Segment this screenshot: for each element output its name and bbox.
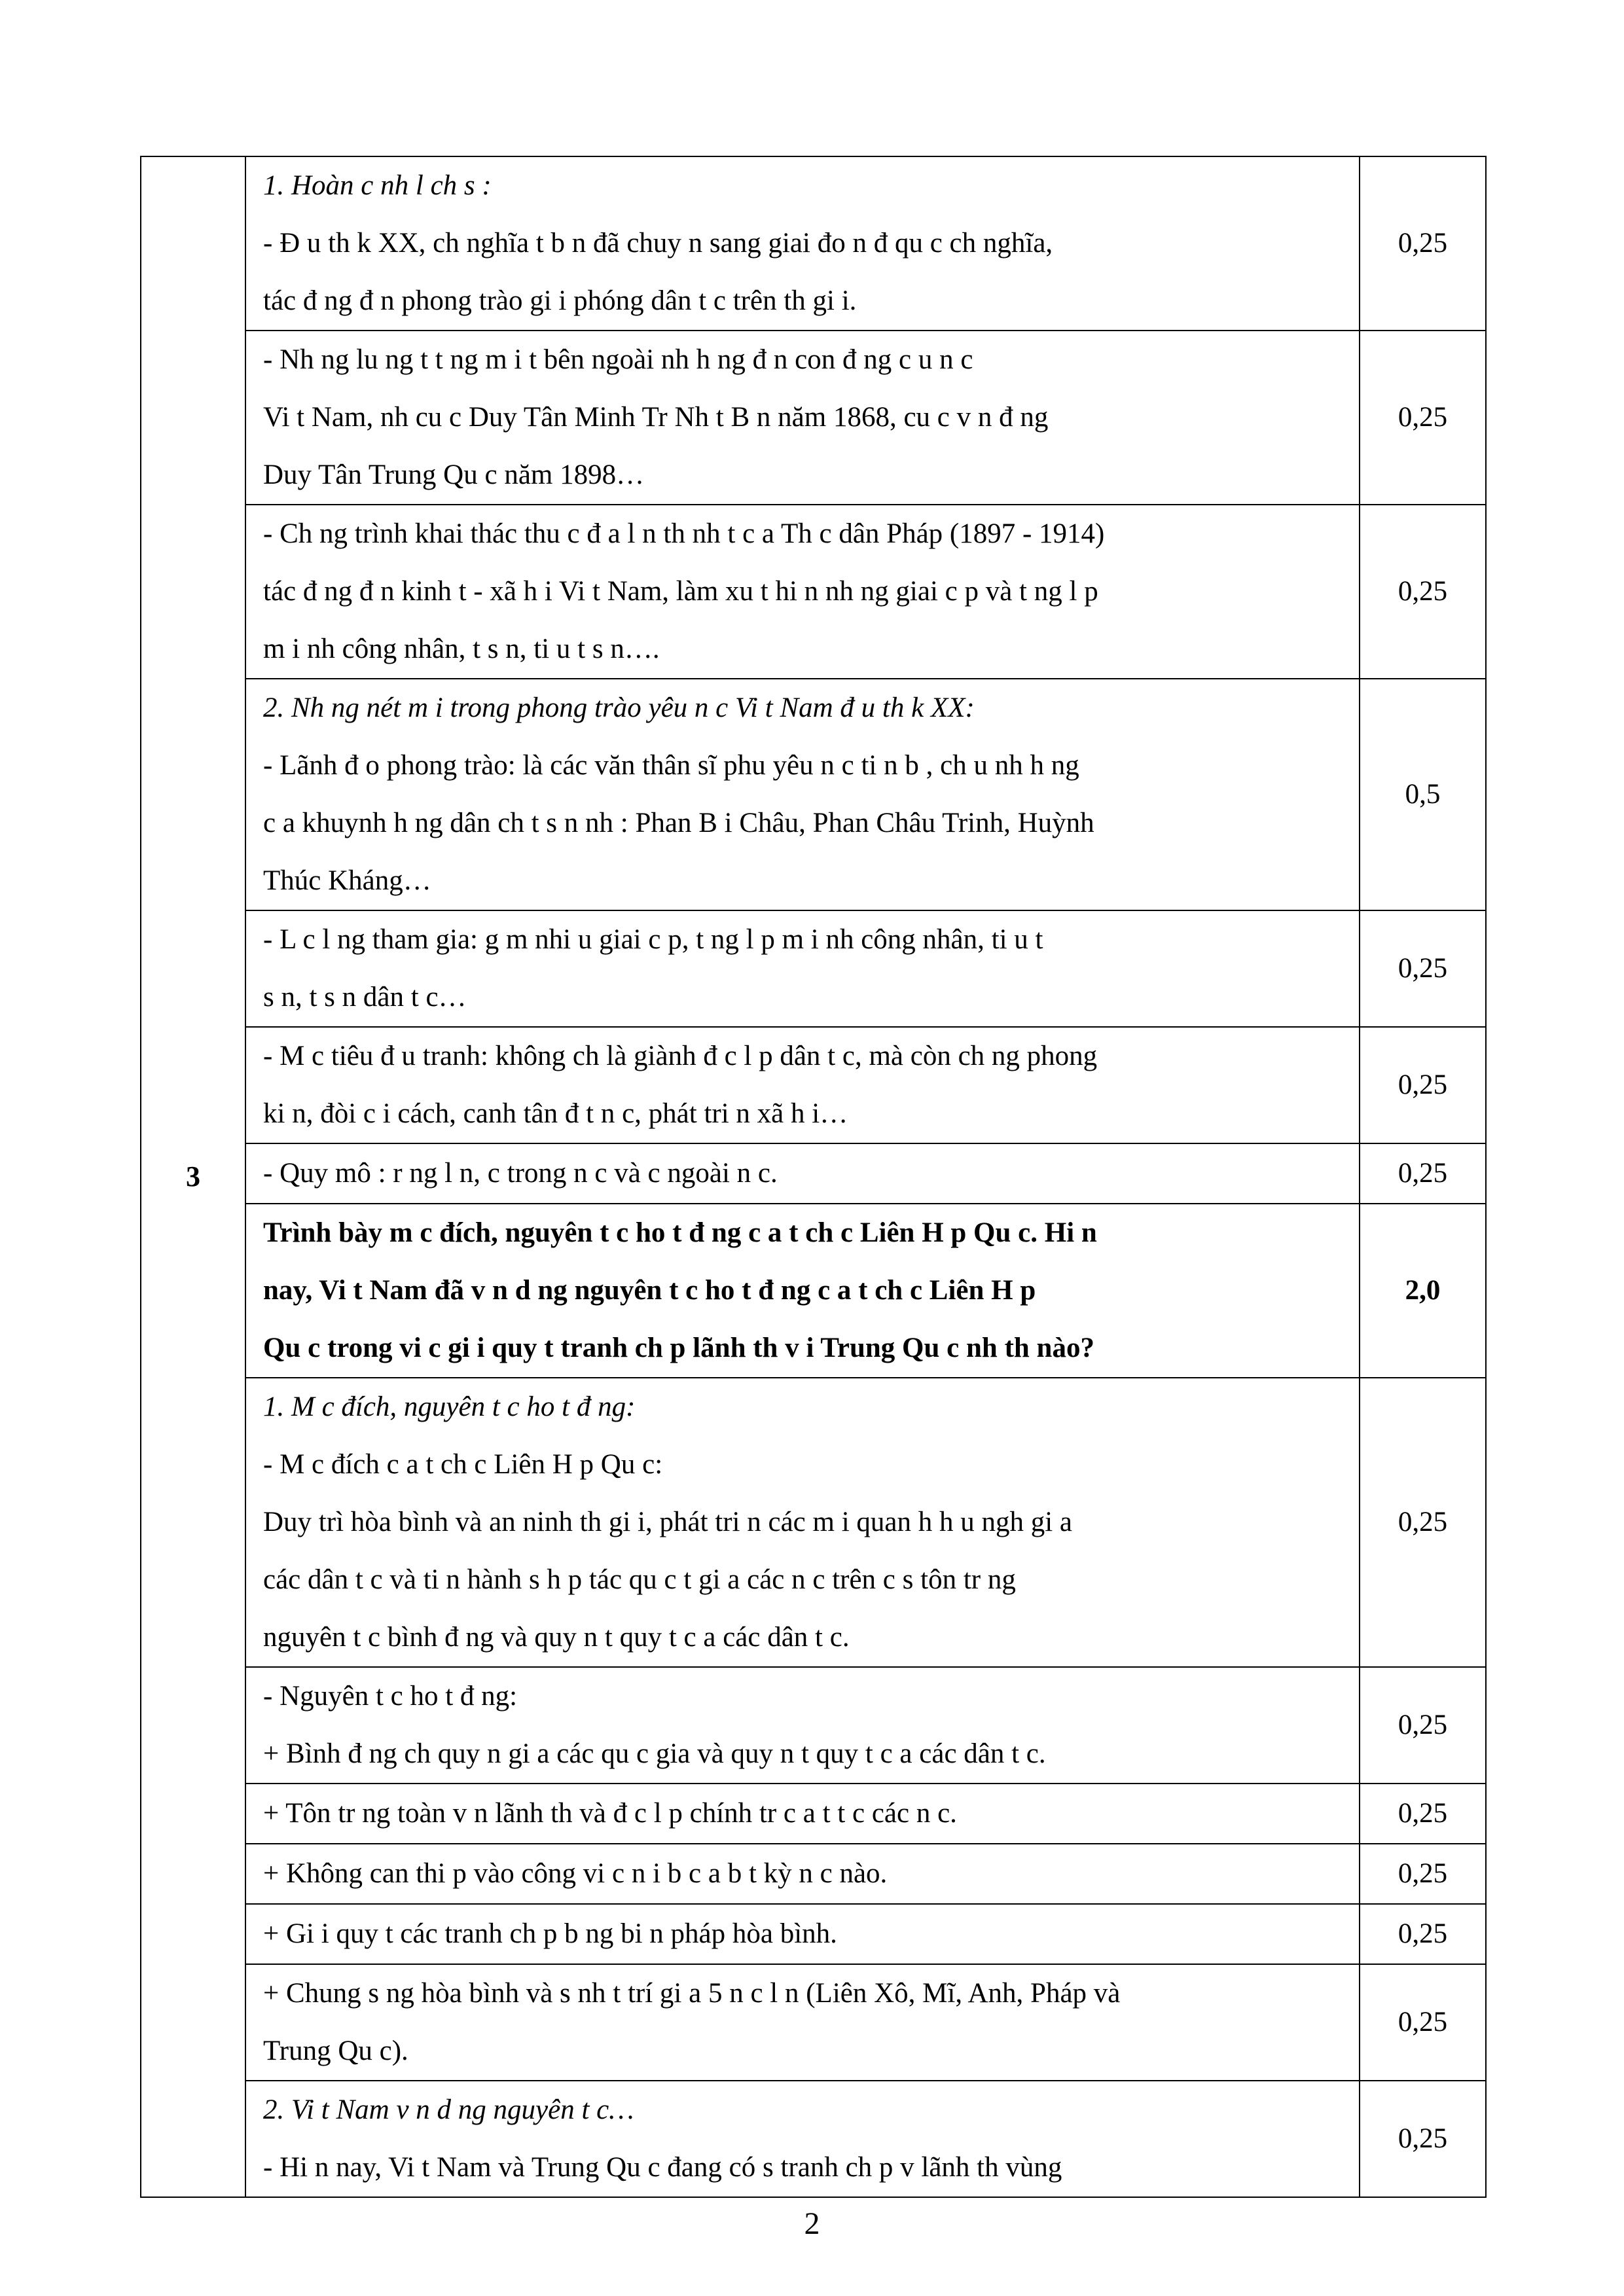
answer-content-cell [245,1844,1360,1904]
answer-line: tác đ ng đ n phong trào gi i phóng dân t c trên th gi i. [263,285,857,316]
table-row [141,2081,1486,2197]
score-cell: 0,25 [1360,1027,1486,1143]
answer-line: tác đ ng đ n kinh t - xã h i Vi t Nam, làm xu t hi n nh ng giai c p và t ng l p [263,576,1098,607]
answer-line: Trình bày m c đích, nguyên t c ho t đ ng c a t ch c Liên H p Qu c. Hi n [263,1217,1097,1248]
score-cell: 0,25 [1360,156,1486,331]
score-cell: 0,25 [1360,505,1486,679]
answer-line: s n, t s n dân t c… [263,982,467,1013]
answer-line: - Nh ng lu ng t t ng m i t bên ngoài nh h ng đ n con đ ng c u n c [263,344,973,375]
answer-line: các dân t c và ti n hành s h p tác qu c t gi a các n c trên c s tôn tr ng [263,1564,1016,1595]
score-cell: 0,25 [1360,1143,1486,1204]
table-row [141,1143,1486,1204]
answer-line: - M c đích c a t ch c Liên H p Qu c: [263,1449,663,1480]
answer-line: Duy trì hòa bình và an ninh th gi i, phát tri n các m i quan h h u ngh gi a [263,1507,1073,1537]
answer-line: 2. Vi t Nam v n d ng nguyên t c… [263,2094,634,2125]
table-row [141,1378,1486,1667]
score-cell: 0,25 [1360,1784,1486,1844]
score-cell: 0,25 [1360,1378,1486,1667]
answer-line: + Chung s ng hòa bình và s nh t trí gi a 5 n c l n (Liên Xô, Mĩ, Anh, Pháp và [263,1978,1121,2009]
table-row [141,156,1486,331]
answer-line: - Ch ng trình khai thác thu c đ a l n th nh t c a Th c dân Pháp (1897 - 1914) [263,518,1105,549]
answer-line: - M c tiêu đ u tranh: không ch là giành đ c l p dân t c, mà còn ch ng phong [263,1041,1098,1071]
page-number: 2 [804,2206,820,2241]
table-row [141,1027,1486,1143]
answer-table-body [141,156,1486,2197]
answer-line: + Bình đ ng ch quy n gi a các qu c gia và quy n t quy t c a các dân t c. [263,1738,1046,1769]
score-cell: 0,25 [1360,1844,1486,1904]
answer-content-cell [245,1204,1360,1378]
score-cell: 0,25 [1360,910,1486,1027]
answer-line: m i nh công nhân, t s n, ti u t s n…. [263,634,660,664]
answer-content-cell [245,1027,1360,1143]
answer-line: Duy Tân Trung Qu c năm 1898… [263,459,645,490]
score-cell: 0,25 [1360,1964,1486,2081]
answer-line: Thúc Kháng… [263,865,431,896]
answer-line: nguyên t c bình đ ng và quy n t quy t c a các dân t c. [263,1622,850,1653]
answer-line: + Không can thi p vào công vi c n i b c a b t kỳ n c nào. [263,1858,888,1889]
answer-line: Qu c trong vi c gi i quy t tranh ch p lãnh th v i Trung Qu c nh th nào? [263,1333,1094,1363]
score-cell: 0,5 [1360,679,1486,910]
answer-line: + Tôn tr ng toàn v n lãnh th và đ c l p chính tr c a t t c các n c. [263,1798,957,1829]
answer-content-cell [245,1667,1360,1784]
answer-content-cell [245,1904,1360,1964]
answer-content-cell [245,1964,1360,2081]
answer-content-cell [245,156,1360,331]
answer-content-cell [245,1378,1360,1667]
answer-line: ki n, đòi c i cách, canh tân đ t n c, phát tri n xã h i… [263,1098,848,1129]
table-row [141,331,1486,505]
answer-line: - Quy mô : r ng l n, c trong n c và c ngoài n c. [263,1158,778,1189]
score-cell: 2,0 [1360,1204,1486,1378]
table-row [141,505,1486,679]
score-cell: 0,25 [1360,1667,1486,1784]
answer-content-cell [245,910,1360,1027]
table-row [141,1784,1486,1844]
answer-line: 2. Nh ng nét m i trong phong trào yêu n c Vi t Nam đ u th k XX: [263,692,975,723]
answer-line: 1. Hoàn c nh l ch s : [263,170,492,201]
answer-content-cell [245,2081,1360,2197]
table-row [141,1667,1486,1784]
answer-line: - L c l ng tham gia: g m nhi u giai c p, t ng l p m i nh công nhân, ti u t [263,924,1043,955]
answer-content-cell [245,1784,1360,1844]
answer-line: + Gi i quy t các tranh ch p b ng bi n pháp hòa bình. [263,1918,837,1949]
score-cell: 0,25 [1360,1904,1486,1964]
score-cell: 0,25 [1360,2081,1486,2197]
answer-content-cell [245,679,1360,910]
answer-line: Trung Qu c). [263,2036,408,2066]
answer-table [140,156,1487,2198]
answer-line: Vi t Nam, nh cu c Duy Tân Minh Tr Nh t B n năm 1868, cu c v n đ ng [263,402,1049,433]
answer-content-cell [245,1143,1360,1204]
answer-line: - Đ u th k XX, ch nghĩa t b n đã chuy n sang giai đo n đ qu c ch nghĩa, [263,228,1053,259]
table-row [141,1844,1486,1904]
answer-line: - Lãnh đ o phong trào: là các văn thân sĩ phu yêu n c ti n b , ch u nh h ng [263,750,1079,781]
answer-line: nay, Vi t Nam đã v n d ng nguyên t c ho t đ ng c a t ch c Liên H p [263,1275,1036,1306]
question-number-cell: 3 [141,156,245,2197]
answer-content-cell [245,505,1360,679]
answer-content-cell [245,331,1360,505]
answer-line: - Hi n nay, Vi t Nam và Trung Qu c đang có s tranh ch p v lãnh th vùng [263,2152,1062,2183]
answer-line: 1. M c đích, nguyên t c ho t đ ng: [263,1391,636,1422]
table-row [141,1964,1486,2081]
score-cell: 0,25 [1360,331,1486,505]
table-row [141,1204,1486,1378]
answer-line: - Nguyên t c ho t đ ng: [263,1681,518,1712]
table-row [141,1904,1486,1964]
answer-line: c a khuynh h ng dân ch t s n nh : Phan B i Châu, Phan Châu Trinh, Huỳnh [263,808,1094,838]
table-row [141,910,1486,1027]
table-row [141,679,1486,910]
